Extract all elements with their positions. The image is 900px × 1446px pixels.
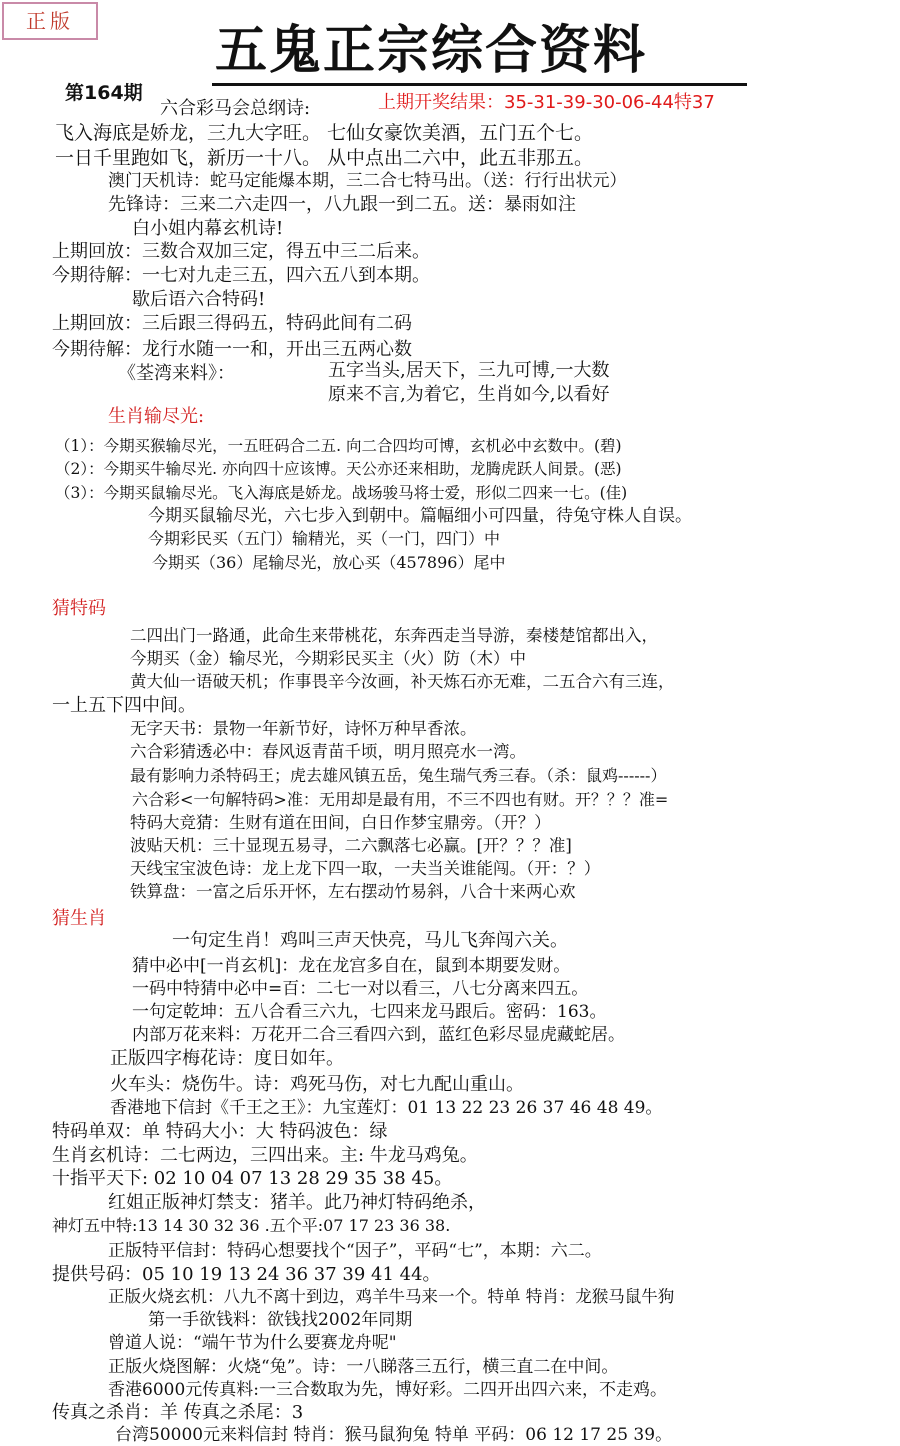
text-line: 一句定生肖！鸡叫三声天快亮，马儿飞奔闯六关。 <box>172 930 568 951</box>
text-line: 火车头：烧伤牛。诗：鸡死马伤，对七九配山重山。 <box>110 1074 524 1095</box>
text-line: 白小姐内幕玄机诗! <box>132 218 284 239</box>
text-line: 香港6000元传真料:一三合数取为先，博好彩。二四开出四六来，不走鸡。 <box>108 1380 667 1400</box>
text-line: 特码大竞猜：生财有道在田间，白日作梦宝鼎旁。（开？） <box>130 813 551 832</box>
authentic-badge: 正版 <box>2 2 98 40</box>
text-line: 五字当头,居天下，三九可博,一大数 <box>328 360 610 381</box>
text-line: 波贴天机：三十显现五易寻，二六飘落七必赢。[开？？？准] <box>130 836 572 855</box>
text-line: （3）：今期买鼠输尽光。飞入海底是娇龙。战场骏马将士爱，形似二四来一七。(佳) <box>55 484 628 502</box>
text-line: 铁算盘：一富之后乐开怀，左右摆动竹易斜，八合十来两心欢 <box>130 882 576 901</box>
text-line: （2）：今期买牛输尽光. 亦向四十应该博。天公亦还来相助，龙腾虎跃人间景。(恶) <box>55 460 622 478</box>
text-line: 天线宝宝波色诗：龙上龙下四一取，一夫当关谁能闯。（开：？） <box>130 859 601 878</box>
text-line: 香港地下信封《千王之王》：九宝莲灯：01 13 22 23 26 37 46 48 49。 <box>110 1098 663 1118</box>
text-line: 十指平天下: 02 10 04 07 13 28 29 35 38 45。 <box>52 1168 453 1189</box>
text-line: 红姐正版神灯禁支：猪羊。此乃神灯特码绝杀， <box>108 1192 486 1213</box>
text-line: 第一手欲钱料：欲钱找2002年同期 <box>148 1310 413 1330</box>
title-underline <box>212 83 747 86</box>
text-line: 一日千里跑如飞，新历一十八。 从中点出二六中，此五非那五。 <box>55 147 594 169</box>
text-line: 最有影响力杀特码王；虎去雄风镇五岳，兔生瑞气秀三春。（杀：鼠鸡------） <box>130 766 667 785</box>
text-line: 今期买（金）输尽光，今期彩民买主（火）防（木）中 <box>130 649 526 668</box>
page-title: 五鬼正宗综合资料 <box>215 20 648 81</box>
text-line: 黄大仙一语破天机；作事畏辛今汝画，补天炼石亦无难，二五合六有三连， <box>130 672 675 691</box>
text-line: 二四出门一路通，此命生来带桃花，东奔西走当导游，秦楼楚馆都出入， <box>130 626 658 645</box>
section-heading-shengxiao-guess: 猜生肖 <box>52 908 106 929</box>
text-line: 正版火烧玄机：八九不离十到边，鸡羊牛马来一个。特单 特肖：龙猴马鼠牛狗 <box>108 1287 675 1306</box>
text-line: 六合彩猜透必中：春风返青苗千顷，明月照亮水一湾。 <box>130 742 526 761</box>
text-line: 一句定乾坤：五八合看三六九，七四来龙马跟后。密码：163。 <box>132 1002 607 1022</box>
text-line: 正版特平信封：特码心想要找个“因子”，平码“七”，本期：六二。 <box>108 1241 602 1261</box>
text-line: 今期买鼠输尽光，六七步入到朝中。篇幅细小可四量，待兔守株人自误。 <box>148 506 692 526</box>
text-line: 提供号码：05 10 19 13 24 36 37 39 41 44。 <box>52 1264 441 1285</box>
text-line: 今期待解：一七对九走三五，四六五八到本期。 <box>52 265 430 286</box>
text-line: 曾道人说：“端午节为什么要赛龙舟呢" <box>108 1333 397 1353</box>
text-line: 无字天书：景物一年新节好，诗怀万种早香浓。 <box>130 719 477 738</box>
text-line: 猜中必中[一肖玄机]：龙在龙宫多自在，鼠到本期要发财。 <box>132 956 571 976</box>
text-line: 今期买（36）尾输尽光，放心买（457896）尾中 <box>152 553 506 572</box>
text-line: 上期回放：三数合双加三定，得五中三二后来。 <box>52 241 430 262</box>
text-line: 先锋诗：三来二六走四一，八九跟一到二五。送：暴雨如注 <box>108 194 576 215</box>
text-line: 神灯五中特:13 14 30 32 36 .五个平:07 17 23 36 38. <box>52 1216 451 1235</box>
text-line: 上期回放：三后跟三得码五，特码此间有二码 <box>52 313 412 334</box>
text-line: 六合彩马会总纲诗: <box>160 98 311 119</box>
section-heading-tema: 猜特码 <box>52 598 106 619</box>
text-line: 一上五下四中间。 <box>52 695 196 716</box>
text-line: 台湾50000元来料信封 特肖：猴马鼠狗兔 特单 平码：06 12 17 25 39。 <box>115 1425 673 1445</box>
text-line: 原来不言,为着它，生肖如今,以看好 <box>328 384 610 405</box>
text-line: 澳门天机诗：蛇马定能爆本期，三二合七特马出。（送：行行出状元） <box>108 171 627 191</box>
text-line: 六合彩<一句解特码>准：无用却是最有用，不三不四也有财。开？？？准= <box>132 790 669 809</box>
text-line: 今期待解：龙行水随一一和，开出三五两心数 <box>52 339 412 360</box>
section-heading-shengxiao: 生肖输尽光: <box>108 406 205 427</box>
text-line: 内部万花来料：万花开二合三看四六到，蓝红色彩尽显虎藏蛇居。 <box>132 1025 625 1045</box>
text-line: 歇后语六合特码! <box>132 289 266 310</box>
issue-number: 第164期 <box>65 82 143 104</box>
text-line: 传真之杀肖：羊 传真之杀尾：3 <box>52 1402 304 1423</box>
text-line: 飞入海底是娇龙，三九大字旺。 七仙女豪饮美酒，五门五个七。 <box>55 122 594 144</box>
text-line: 特码单双：单 特码大小：大 特码波色：绿 <box>52 1121 388 1142</box>
text-line: 一码中特猜中必中=百：二七一对以看三，八七分离来四五。 <box>132 979 589 999</box>
text-line: 《荃湾来料》： <box>118 363 235 384</box>
text-line: （1）：今期买猴输尽光，一五旺码合二五. 向二合四均可博，玄机必中玄数中。(碧) <box>55 437 622 455</box>
last-draw-result: 上期开奖结果：35-31-39-30-06-44特37 <box>378 92 715 113</box>
text-line: 正版火烧图解：火烧“兔”。诗：一八睇落三五行，横三直二在中间。 <box>108 1357 619 1377</box>
text-line: 今期彩民买（五门）输精光，买（一门，四门）中 <box>148 529 501 548</box>
text-line: 正版四字梅花诗：度日如年。 <box>110 1048 344 1069</box>
text-line: 生肖玄机诗：二七两边，三四出来。主: 牛龙马鸡兔。 <box>52 1145 478 1166</box>
